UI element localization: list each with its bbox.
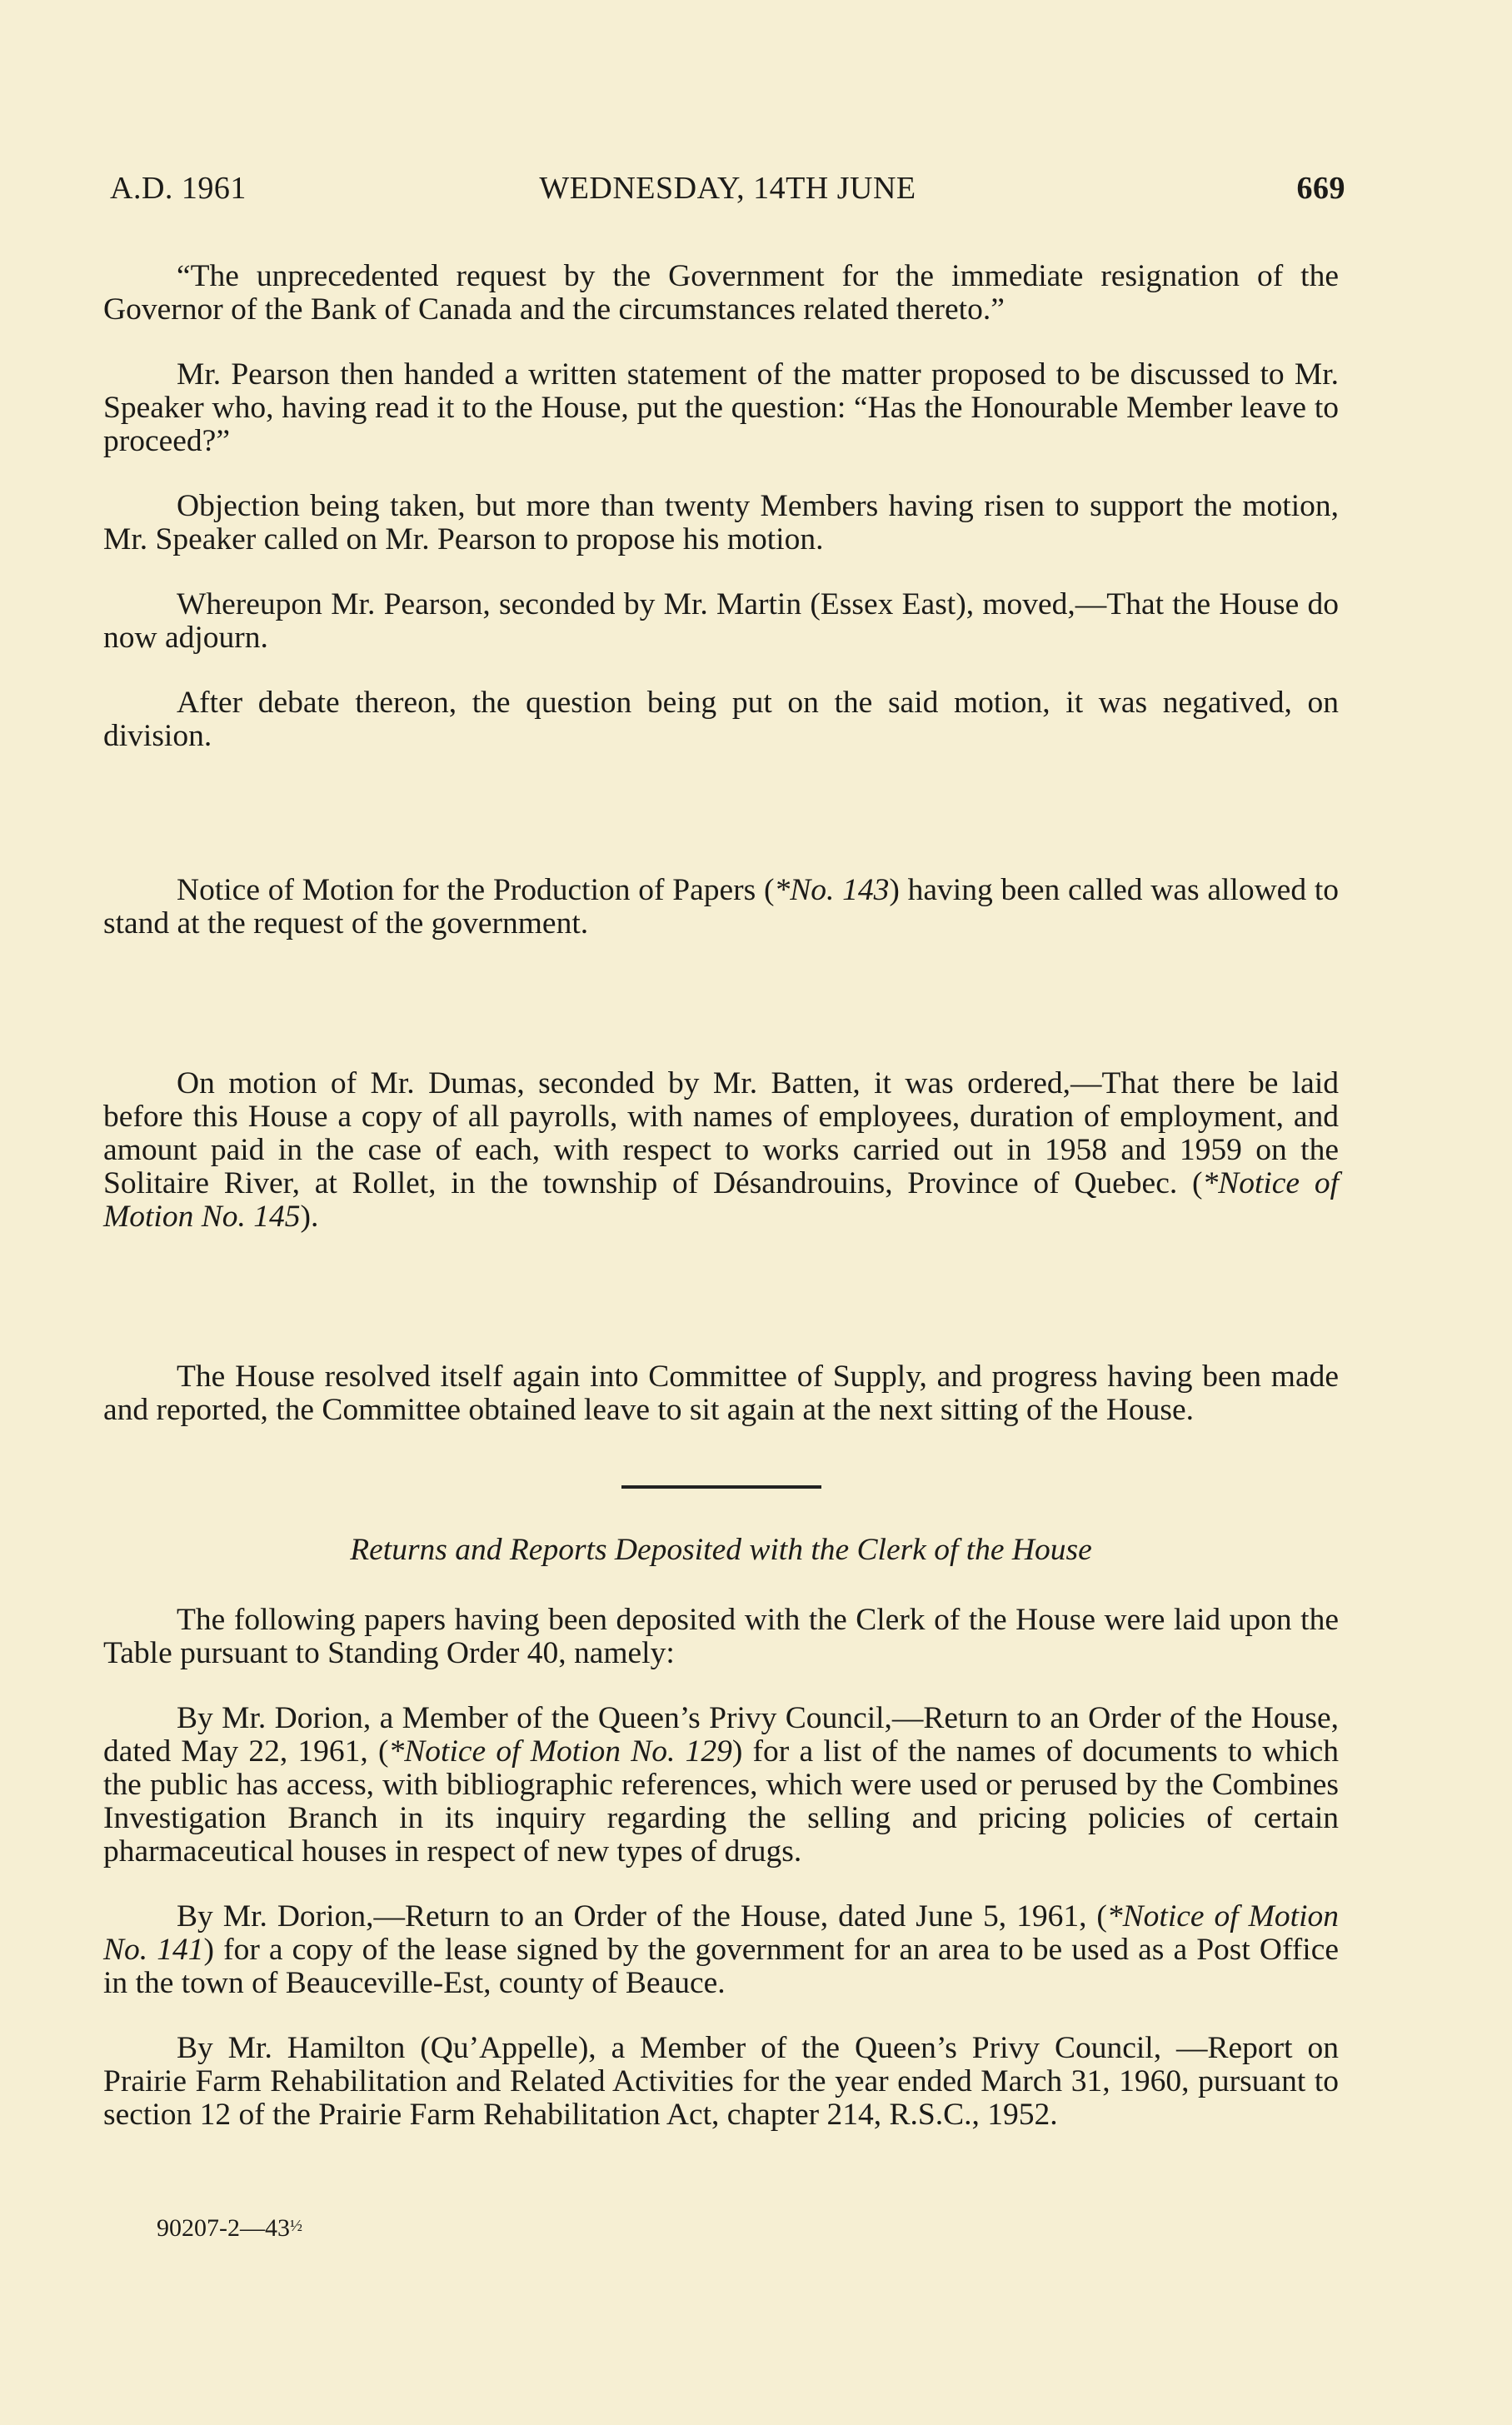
notice-reference: *Notice of Motion No. 145 — [103, 1166, 1339, 1234]
notice-reference: *No. 143 — [774, 873, 890, 907]
paragraph-negatived: After debate thereon, the question being put on the said motion, it was negatived, on division. — [103, 686, 1339, 753]
notice-reference: *Notice of Motion No. 141 — [103, 1899, 1339, 1967]
notice-reference: *Notice of Motion No. 129 — [388, 1734, 732, 1769]
section-divider — [621, 1485, 821, 1489]
page-header — [110, 170, 1345, 212]
header-year: A.D. 1961 — [110, 171, 247, 206]
paragraph-question: “The unprecedented request by the Government for the immediate resignation of the Governor of the Bank of Canada and the circumstances related thereto.” — [103, 259, 1339, 327]
paragraph-committee-supply: The House resolved itself again into Committee of Supply, and progress having been made and reported, the Committee obtained leave to sit again at the next sitting of the House. — [103, 1360, 1339, 1427]
paragraph-motion-adjourn: Whereupon Mr. Pearson, seconded by Mr. Martin (Essex East), moved,—That the House do now adjourn. — [103, 587, 1339, 655]
paragraph-report-hamilton: By Mr. Hamilton (Qu’Appelle), a Member of the Queen’s Privy Council, —Report on Prairie Farm Rehabilitation and Related Activities for the year ended March 31, 1960, pursuant to section 12 of the Prairie Farm Rehabilitation Act, chapter 214, R.S.C., 1952. — [103, 2031, 1339, 2132]
paragraph-returns-intro: The following papers having been deposited with the Clerk of the House were laid upon the Table pursuant to Standing Order 40, namely: — [103, 1603, 1339, 1670]
header-date: WEDNESDAY, 14TH JUNE — [539, 171, 916, 206]
section-title: Returns and Reports Deposited with the Clerk of the House — [350, 1533, 1092, 1567]
paragraph-return-dorion-141: By Mr. Dorion,—Return to an Order of the House, dated June 5, 1961, (*Notice of Motion No. 141) for a copy of the lease signed by the government for an area to be used as a Post Office in the town of Beauceville-Est, county of Beauce. — [103, 1899, 1340, 2000]
paragraph-pearson-statement: Mr. Pearson then handed a written statement of the matter proposed to be discussed to Mr. Speaker who, having read it to the House, put the question: “Has the Honourable Member leave to proceed?” — [103, 357, 1339, 458]
paragraph-return-dorion-129: By Mr. Dorion, a Member of the Queen’s Privy Council,—Return to an Order of the House, dated May 22, 1961, (*Notice of Motion No. 129) for a list of the names of documents to which the public has access, with bibliographic references, which were used or perused by the Combines Investigation Branch in its inquiry regarding the selling and pricing policies of certain pharmaceutical houses in respect of new types of drugs. — [103, 1701, 1339, 1869]
paragraph-objection: Objection being taken, but more than twenty Members having risen to support the motion, Mr. Speaker called on Mr. Pearson to propose his motion. — [103, 489, 1339, 556]
page-number: 669 — [1296, 171, 1345, 206]
print-code: $90207-2—43^{\frac{1}{2}}$ — [157, 2214, 302, 2242]
paragraph-notice-143: Notice of Motion for the Production of Papers (*No. 143) having been called was allowed to stand at the request of the government. — [103, 873, 1339, 941]
paragraph-dumas-motion: On motion of Mr. Dumas, seconded by Mr. Batten, it was ordered,—That there be laid before this House a copy of all payrolls, with names of employees, duration of employment, and amount paid in the case of each, with respect to works carried out in 1958 and 1959 on the Solitaire River, at Rollet, in the township of Désandrouins, Province of Quebec. (*Notice of Motion No. 145). — [103, 1066, 1339, 1234]
page-body — [103, 260, 1339, 2132]
